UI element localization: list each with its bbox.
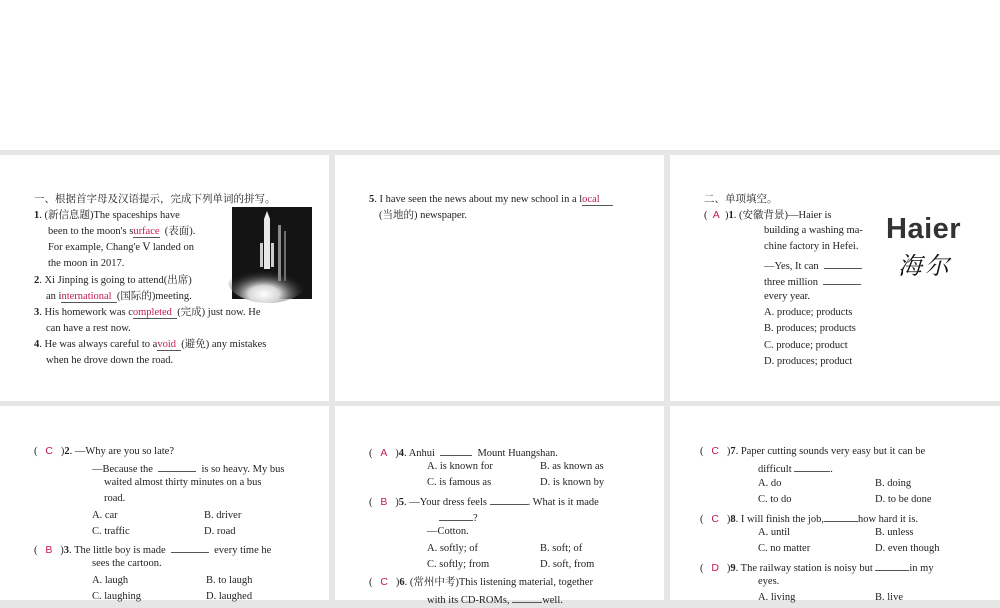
question-line: building a washing ma- [764,225,863,236]
question-line: ( D )9. The railway station is noisy but in my [700,559,934,576]
question-line: road. [104,493,126,504]
question-line: sees the cartoon. [92,558,162,569]
panel-spelling [0,155,329,401]
answer-mark: C [380,576,388,588]
question-line: been to the moon's surface (表面). [48,226,196,237]
option: C. traffic [92,526,130,537]
option: D. even though [875,543,940,554]
option: A. is known for [427,461,493,472]
question-line: ( A )1. (安徽背景)—Haier is [704,209,832,221]
question-line: 1. (新信息题)The spaceships have [34,210,180,221]
option: A. until [758,527,791,538]
question-line: ( B )5. —Your dress feels . What is it made [369,493,599,510]
question-line: can have a rest now. [46,323,131,334]
question-line: ? [439,509,478,526]
option: B. as known as [540,461,604,472]
answer-fill: ocal [582,194,600,205]
question-line: difficult . [758,460,833,477]
option: A. softly; of [427,543,479,554]
question-line: ( C )7. Paper cutting sounds very easy but it can be [700,445,926,457]
question-line: ( C )6. (常州中考)This listening material, together [369,576,593,588]
question-line: ( C )8. I will finish the job, how hard it is. [700,510,918,527]
answer-mark: A [380,447,388,459]
panel-single-choice [670,155,1000,401]
haier-logo: Haier 海尔 [886,213,962,280]
answer-mark: C [45,445,53,457]
answer-fill: urface [133,226,160,237]
answer-fill: ompleted [132,307,172,318]
question-line: —Because the is so heavy. My bus [92,460,284,477]
option: B. to laugh [206,575,253,586]
section-heading: 二、单项填空。 [704,194,778,205]
question-line: when he drove down the road. [46,355,174,366]
answer-fill: nternational [61,291,112,302]
section-heading: 一、根据首字母及汉语提示，完成下列单词的拼写。 [34,194,276,205]
option: A. laugh [92,575,129,586]
question-line: ( A )4. Anhui Mount Huangshan. [369,444,558,461]
panel-spelling-continued [335,155,664,401]
question-line: waited almost thirty minutes on a bus [104,477,262,488]
question-line: 4. He was always careful to avoid (避免) any mistakes [34,339,267,350]
option: B. doing [875,478,912,489]
question-line: ( C )2. —Why are you so late? [34,445,174,457]
answer-mark: C [711,513,719,525]
question-line: three million [764,273,861,290]
option: D. produces; product [764,356,853,367]
question-line: eyes. [758,576,780,587]
question-line: the moon in 2017. [48,258,125,269]
question-line: an international (国际的)meeting. [46,291,192,302]
question-line: every year. [764,291,811,302]
option: A. living [758,592,796,603]
option: C. to do [758,494,792,505]
option: A. do [758,478,782,489]
option: D. is known by [540,477,605,488]
option: D. soft, from [540,559,595,570]
option: B. unless [875,527,914,538]
rocket-launch-photo [232,207,312,299]
answer-mark: D [711,562,719,574]
panel-questions-4-6 [335,406,664,606]
question-line: 5. I have seen the news about my new school in a local [369,193,613,207]
option: D. to be done [875,494,932,505]
option: A. produce; products [764,307,853,318]
answer-mark: C [711,445,719,457]
panel-questions-2-3 [0,406,329,600]
option: C. is famous as [427,477,492,488]
question-line: with its CD-ROMs, well. [427,591,563,608]
option: C. softly; from [427,559,490,570]
question-line: —Cotton. [427,526,469,537]
answer-mark: B [45,544,53,556]
question-line: chine factory in Hefei. [764,241,859,252]
option: B. live [875,592,903,603]
option: A. car [92,510,118,521]
option: B. driver [204,510,242,521]
panel-questions-7-9 [670,406,1000,603]
answer-mark: B [380,496,388,508]
top-blank-area [0,0,1000,150]
answer-fill: void [157,339,176,350]
option: D. road [204,526,236,537]
option: C. no matter [758,543,811,554]
option: D. laughed [206,591,253,602]
option: C. laughing [92,591,141,602]
question-line: (当地的) newspaper. [379,210,468,221]
option: B. produces; products [764,323,856,334]
option: C. produce; product [764,340,848,351]
question-line: ( B )3. The little boy is made every time he [34,541,271,558]
answer-mark: A [712,209,720,221]
question-line: 2. Xi Jinping is going to attend(出席) [34,275,192,286]
question-line: 3. His homework was completed (完成) just now. He [34,307,261,318]
option: B. soft; of [540,543,583,554]
question-line: —Yes, It can [764,257,862,274]
question-line: For example, Chang'e Ⅴ landed on [48,242,194,253]
